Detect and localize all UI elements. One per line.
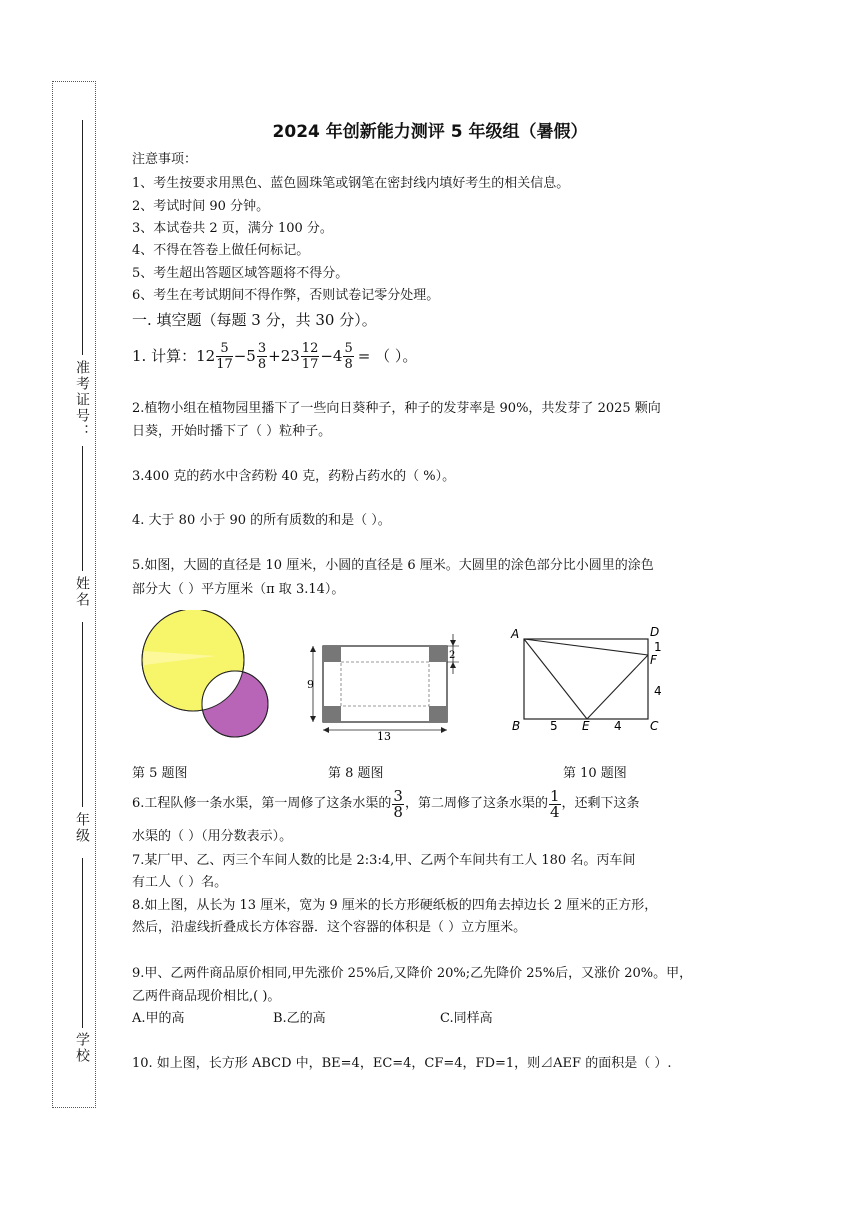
denominator: 8 <box>393 802 403 821</box>
board-outline <box>323 646 447 722</box>
q6-text: ，还剩下这条 <box>561 796 640 811</box>
notes-item: 6、考生在考试期间不得作弊，否则试卷记零分处理。 <box>132 288 440 303</box>
q1-suffix: = （ ）。 <box>357 347 418 365</box>
denominator: 8 <box>257 356 267 372</box>
question-9-line2: 乙两件商品现价相比,( )。 <box>132 989 281 1004</box>
corner-square <box>323 646 341 662</box>
numerator: 12 <box>301 340 319 356</box>
question-2-line1: 2.植物小组在植物园里播下了一些向日葵种子，种子的发芽率是 90%，共发芽了 2025 颗向 <box>132 401 661 416</box>
q1-term: −5 <box>233 347 256 365</box>
fold-lines <box>341 662 429 706</box>
dim-height: 9 <box>307 678 314 691</box>
notes-heading: 注意事项： <box>132 152 198 167</box>
label-c: C <box>650 719 659 733</box>
question-2-line2: 日葵，开始时播下了（ ）粒种子。 <box>132 424 332 439</box>
dim-width: 13 <box>377 730 391 742</box>
rectangle-abcd <box>524 639 648 719</box>
q6-fraction <box>549 786 561 821</box>
denominator: 17 <box>301 356 319 372</box>
figure-5-circles <box>138 610 278 745</box>
q1-prefix: 1. 计算： <box>132 347 197 365</box>
q6-fraction <box>392 786 404 821</box>
binding-line <box>82 446 83 571</box>
q1-term: −4 <box>320 347 343 365</box>
binding-margin <box>52 81 96 1108</box>
dim-corner: 2 <box>449 650 456 661</box>
question-9-line1: 9.甲、乙两件商品原价相同,甲先涨价 25%后,又降价 20%;乙先降价 25%后，又涨价 20%。甲， <box>132 966 693 981</box>
q6-text: ，第二周修了这条水渠的 <box>404 796 548 811</box>
notes-item: 4、不得在答卷上做任何标记。 <box>132 243 310 258</box>
figure-10-rectangle <box>508 624 678 739</box>
q1-term: 12 <box>196 347 216 365</box>
len-cf: 4 <box>654 684 662 698</box>
question-10: 10. 如上图，长方形 ABCD 中，BE=4，EC=4，CF=4，FD=1，则⊿AEF 的面积是（ ）. <box>132 1056 672 1071</box>
numerator: 3 <box>257 340 267 356</box>
question-9-option-b: B.乙的高 <box>273 1011 326 1026</box>
question-4: 4. 大于 80 小于 90 的所有质数的和是（ ）。 <box>132 513 391 528</box>
segment-ef <box>587 655 648 719</box>
binding-line <box>82 858 83 1028</box>
question-1 <box>132 338 417 374</box>
label-f: F <box>650 653 657 667</box>
denominator: 4 <box>549 802 560 821</box>
question-9-option-a: A.甲的高 <box>132 1011 185 1026</box>
notes-item: 5、考生超出答题区域答题将不得分。 <box>132 266 349 281</box>
corner-square <box>429 706 447 722</box>
q1-fraction <box>257 341 267 372</box>
binding-label-exam-id: 准考证号： <box>74 360 90 440</box>
q6-text: 6.工程队修一条水渠，第一周修了这条水渠的 <box>132 796 392 811</box>
notes-item: 1、考生按要求用黑色、蓝色圆珠笔或钢笔在密封线内填好考生的相关信息。 <box>132 176 570 191</box>
numerator: 3 <box>393 786 403 805</box>
notes-item: 2、考试时间 90 分钟。 <box>132 199 270 214</box>
numerator: 1 <box>549 786 560 805</box>
q1-fraction <box>301 341 320 372</box>
caption-figure-8: 第 8 题图 <box>328 766 384 781</box>
len-be: 5 <box>550 719 558 733</box>
corner-square <box>323 706 341 722</box>
label-b: B <box>512 719 521 733</box>
binding-line <box>82 120 83 355</box>
numerator: 5 <box>216 341 233 357</box>
question-8-line2: 然后，沿虚线折叠成长方体容器．这个容器的体积是（ ）立方厘米。 <box>132 920 527 935</box>
denominator: 8 <box>344 356 353 372</box>
notes-item: 3、本试卷共 2 页，满分 100 分。 <box>132 221 333 236</box>
binding-label-school: 学校 <box>74 1032 90 1064</box>
question-5-line1: 5.如图，大圆的直径是 10 厘米，小圆的直径是 6 厘米。大圆里的涂色部分比小圆里的涂色 <box>132 558 654 573</box>
denominator: 17 <box>216 356 233 372</box>
question-7-line1: 7.某厂甲、乙、丙三个车间人数的比是 2:3:4,甲、乙两个车间共有工人 180 名。丙车间 <box>132 853 636 868</box>
len-fd: 1 <box>654 640 662 654</box>
binding-line <box>82 622 83 807</box>
question-7-line2: 有工人（ ）名。 <box>132 875 228 890</box>
numerator: 5 <box>344 340 353 356</box>
binding-label-name: 姓名 <box>74 576 90 608</box>
segment-af <box>524 639 648 655</box>
section-heading: 一. 填空题（每题 3 分，共 30 分）。 <box>132 311 377 329</box>
page-title: 2024 年创新能力测评 5 年级组（暑假） <box>272 122 588 142</box>
question-3: 3.400 克的药水中含药粉 40 克，药粉占药水的（ %）。 <box>132 469 456 484</box>
q1-fraction <box>343 341 353 372</box>
question-8-line1: 8.如上图，从长为 13 厘米，宽为 9 厘米的长方形硬纸板的四角去掉边长 2 厘米的正方形， <box>132 898 658 913</box>
corner-square <box>429 646 447 662</box>
segment-ae <box>524 639 587 719</box>
label-a: A <box>511 627 520 641</box>
question-9-option-c: C.同样高 <box>440 1011 493 1026</box>
question-5-line2: 部分大（ ）平方厘米（π 取 3.14）。 <box>132 582 345 597</box>
label-d: D <box>650 625 660 639</box>
q1-term: +23 <box>268 347 300 365</box>
caption-figure-5: 第 5 题图 <box>132 766 188 781</box>
label-e: E <box>582 719 590 733</box>
question-6-line1 <box>132 784 640 824</box>
question-6-line2: 水渠的（ ）（用分数表示）。 <box>132 829 293 844</box>
figure-8-box-net <box>305 632 475 742</box>
q1-fraction <box>216 341 233 372</box>
len-ec: 4 <box>614 719 622 733</box>
caption-figure-10: 第 10 题图 <box>563 766 627 781</box>
binding-label-grade: 年级 <box>74 812 90 844</box>
